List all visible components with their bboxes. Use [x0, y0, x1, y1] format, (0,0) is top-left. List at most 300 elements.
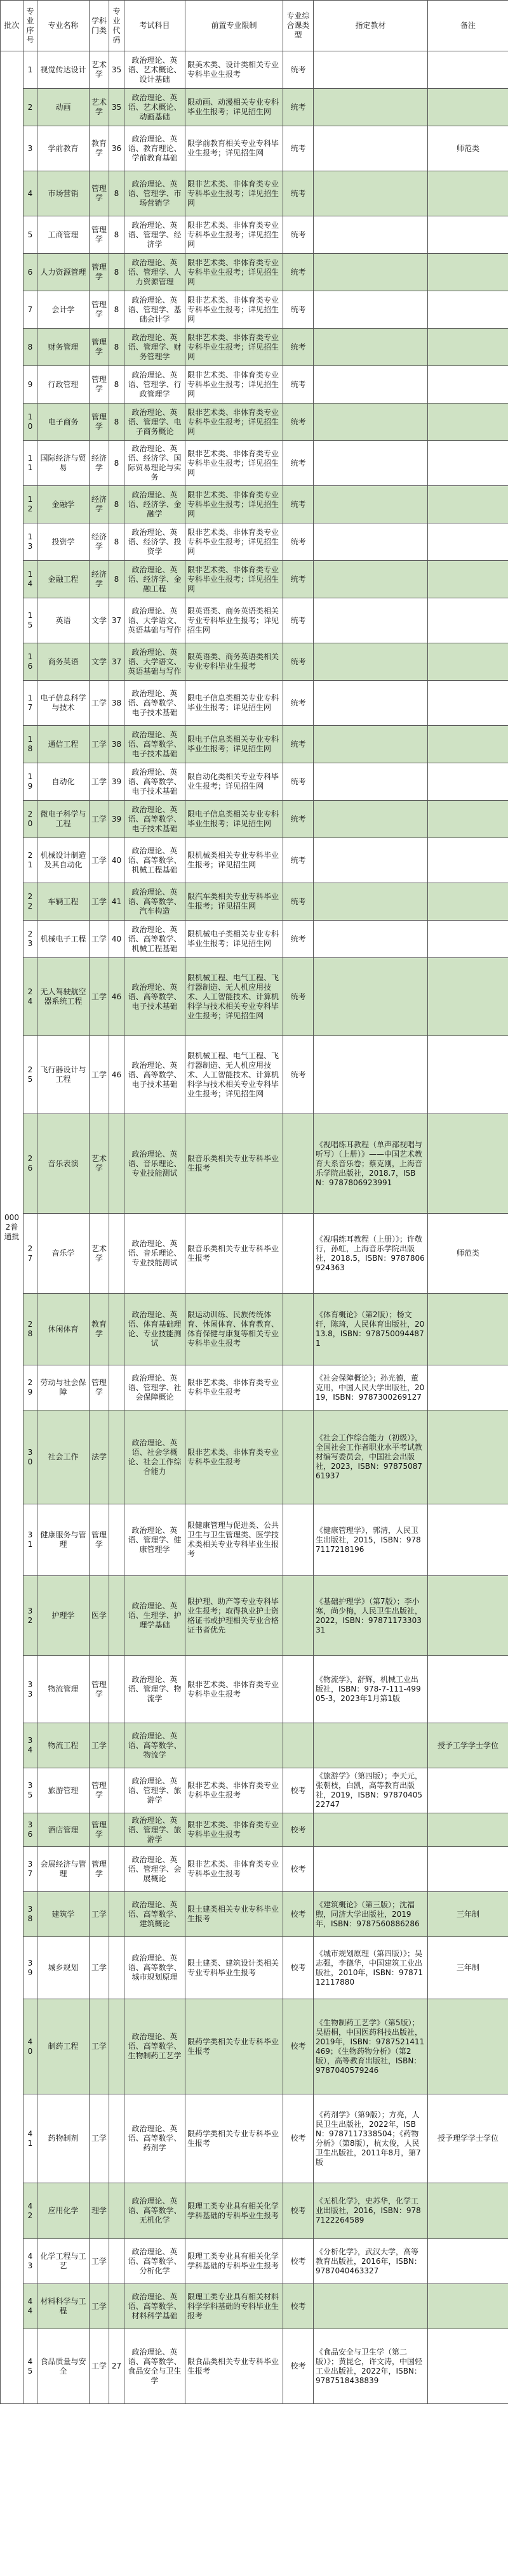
cell-prereq: 限土建类、建筑设计类相关专业专科毕业生报考: [185, 1937, 283, 1999]
cell-code: 8: [109, 486, 124, 523]
cell-note: [428, 1999, 508, 2094]
cell-category: 管理学: [90, 366, 109, 404]
table-row: [1, 2329, 508, 2404]
cell-seq: 40: [23, 1999, 37, 2094]
table-row: [1, 1576, 508, 1656]
cell-seq: 26: [23, 1114, 37, 1214]
cell-textbook: [314, 763, 428, 801]
cell-note: [428, 404, 508, 441]
table-row: [1, 801, 508, 838]
cell-name: 食品质量与安全: [37, 2329, 90, 2404]
cell-type: 统考: [283, 523, 314, 561]
cell-category: 教育学: [90, 126, 109, 171]
cell-code: [109, 1768, 124, 1813]
cell-code: 39: [109, 763, 124, 801]
cell-name: 劳动与社会保障: [37, 1365, 90, 1410]
cell-code: 35: [109, 51, 124, 89]
cell-prereq: 限理工类专业具有相关化学学科基础的专科毕业生报考: [185, 2239, 283, 2284]
cell-subjects: 政治理论、英语、管理学、财务管理学: [124, 329, 185, 366]
table-row: [1, 89, 508, 126]
cell-category: 管理学: [90, 291, 109, 329]
cell-subjects: 政治理论、英语、高等数学、无机化学: [124, 2183, 185, 2239]
cell-code: [109, 1410, 124, 1504]
cell-name: 应用化学: [37, 2183, 90, 2239]
cell-code: 8: [109, 366, 124, 404]
cell-textbook: 《基础护理学》（第7版）；李小寒，尚少梅，人民卫生出版社，2022，ISBN：9787117330331: [314, 1576, 428, 1656]
table-row: [1, 171, 508, 216]
cell-note: [428, 958, 508, 1036]
cell-name: 英语: [37, 598, 90, 643]
cell-name: 学前教育: [37, 126, 90, 171]
cell-name: 财务管理: [37, 329, 90, 366]
cell-prereq: 限学前教育相关专业专科毕业生报考；详见招生网: [185, 126, 283, 171]
cell-category: 工学: [90, 2329, 109, 2404]
cell-category: 艺术学: [90, 51, 109, 89]
cell-seq: 16: [23, 643, 37, 681]
cell-prereq: 限动画、动漫相关专业专科毕业生报考；详见招生网: [185, 89, 283, 126]
cell-subjects: 政治理论、英语、高等数学、建筑概论: [124, 1892, 185, 1937]
table-row: [1, 561, 508, 598]
cell-subjects: 政治理论、英语、高等数学、机械工程基础: [124, 838, 185, 883]
cell-note: [428, 681, 508, 726]
cell-subjects: 政治理论、英语、高等数学、电子技术基础: [124, 763, 185, 801]
cell-note: [428, 1294, 508, 1365]
cell-name: 物流工程: [37, 1723, 90, 1768]
cell-textbook: [314, 486, 428, 523]
cell-subjects: 政治理论、英语、高等数学、药剂学: [124, 2094, 185, 2183]
cell-code: [109, 2284, 124, 2329]
cell-category: 工学: [90, 2284, 109, 2329]
cell-name: 商务英语: [37, 643, 90, 681]
cell-code: 37: [109, 598, 124, 643]
cell-subjects: 政治理论、英语、管理学、会展概论: [124, 1847, 185, 1892]
cell-prereq: 限自动化类相关专业专科毕业生报考；详见招生网: [185, 763, 283, 801]
cell-subjects: 政治理论、英语、经济学、投资学: [124, 523, 185, 561]
table-row: [1, 726, 508, 763]
cell-note: [428, 561, 508, 598]
cell-seq: 28: [23, 1294, 37, 1365]
cell-subjects: 政治理论、英语、管理学、电子商务概论: [124, 404, 185, 441]
cell-code: 38: [109, 726, 124, 763]
table-row: [1, 1723, 508, 1768]
cell-seq: 39: [23, 1937, 37, 1999]
cell-seq: 42: [23, 2183, 37, 2239]
cell-textbook: [314, 643, 428, 681]
cell-textbook: [314, 291, 428, 329]
cell-code: [109, 1723, 124, 1768]
cell-category: 经济学: [90, 561, 109, 598]
cell-subjects: 政治理论、英语、高等数学、城市规划原理: [124, 1937, 185, 1999]
cell-note: [428, 89, 508, 126]
cell-code: 41: [109, 883, 124, 921]
cell-prereq: [185, 1723, 283, 1768]
cell-name: 通信工程: [37, 726, 90, 763]
cell-type: 校考: [283, 1937, 314, 1999]
table-row: [1, 523, 508, 561]
cell-prereq: 限非艺术类、非体育类专业专科毕业生报考；详见招生网: [185, 366, 283, 404]
cell-code: [109, 1892, 124, 1937]
table-row: [1, 763, 508, 801]
cell-code: 39: [109, 801, 124, 838]
cell-note: [428, 291, 508, 329]
cell-name: 会展经济与管理: [37, 1847, 90, 1892]
table-row: [1, 1365, 508, 1410]
header-batch: 批次: [1, 1, 23, 51]
cell-code: [109, 1214, 124, 1294]
cell-seq: 44: [23, 2284, 37, 2329]
cell-note: [428, 1847, 508, 1892]
cell-type: 统考: [283, 89, 314, 126]
cell-prereq: 限非艺术类、非体育类专业专科毕业生报考；详见招生网: [185, 486, 283, 523]
cell-note: [428, 598, 508, 643]
cell-name: 车辆工程: [37, 883, 90, 921]
cell-category: 法学: [90, 1410, 109, 1504]
cell-name: 人力资源管理: [37, 254, 90, 291]
cell-seq: 4: [23, 171, 37, 216]
cell-code: 37: [109, 643, 124, 681]
cell-type: 统考: [283, 329, 314, 366]
cell-textbook: 《物流学》，舒辉，机械工业出版社，ISBN：978-7-111-49905-3，2023年1月第1版: [314, 1656, 428, 1723]
cell-name: 电子商务: [37, 404, 90, 441]
cell-note: [428, 1813, 508, 1847]
cell-seq: 31: [23, 1504, 37, 1576]
cell-note: [428, 1114, 508, 1214]
table-row: [1, 1813, 508, 1847]
cell-textbook: 《旅游学》（第四版）；李天元，张朝枝，白凯，高等教育出版社，2019，ISBN：9787040522747: [314, 1768, 428, 1813]
cell-subjects: 政治理论、英语、大学语文、英语基础与写作: [124, 598, 185, 643]
cell-type: 统考: [283, 801, 314, 838]
cell-prereq: 限机械工程、电气工程、飞行器制造、无人机应用技术、人工智能技术、计算机科学与技术相关专业专科毕业生报考；详见招生网: [185, 958, 283, 1036]
cell-textbook: [314, 801, 428, 838]
cell-name: 机械设计制造及其自动化: [37, 838, 90, 883]
cell-textbook: [314, 598, 428, 643]
cell-subjects: 政治理论、英语、高等数学、汽车构造: [124, 883, 185, 921]
cell-subjects: 政治理论、英语、高等数学、电子技术基础: [124, 801, 185, 838]
cell-category: 工学: [90, 681, 109, 726]
cell-subjects: 政治理论、英语、高等数学、物流学: [124, 1723, 185, 1768]
cell-name: 自动化: [37, 763, 90, 801]
cell-prereq: 限美术类、设计类相关专业专科毕业生报考: [185, 51, 283, 89]
cell-type: 统考: [283, 921, 314, 958]
cell-type: 校考: [283, 1999, 314, 2094]
cell-seq: 14: [23, 561, 37, 598]
cell-type: 统考: [283, 126, 314, 171]
cell-seq: 29: [23, 1365, 37, 1410]
cell-name: 视觉传达设计: [37, 51, 90, 89]
table-row: [1, 366, 508, 404]
cell-type: 校考: [283, 2329, 314, 2404]
cell-code: 8: [109, 171, 124, 216]
cell-textbook: 《视唱练耳教程（单声部视唱与听写）（上册）》——中国艺术教育大系音乐卷；蔡克刚，上海音乐学院出版社，2018.7，ISBN：9787806923991: [314, 1114, 428, 1214]
table-row: [1, 643, 508, 681]
cell-code: 27: [109, 2329, 124, 2404]
cell-prereq: 限非艺术类、非体育类专业专科毕业生报考；详见招生网: [185, 523, 283, 561]
cell-type: [283, 1410, 314, 1504]
cell-note: [428, 1036, 508, 1114]
cell-textbook: 《食品安全与卫生学（第二版）》；黄昆仑，许文涛，中国轻工业出版社，2022年，ISBN：9787518438839: [314, 2329, 428, 2404]
cell-subjects: 政治理论、英语、管理学、社会保障概论: [124, 1365, 185, 1410]
table-row: [1, 1937, 508, 1999]
cell-seq: 19: [23, 763, 37, 801]
cell-textbook: 《社会保障概论》；孙光德，董克用，中国人民大学出版社，2019，ISBN：9787300269127: [314, 1365, 428, 1410]
cell-prereq: 限非艺术类、非体育类专业专科毕业生报考；详见招生网: [185, 216, 283, 254]
cell-type: 校考: [283, 1892, 314, 1937]
cell-prereq: 限机械类相关专业专科毕业生报考；详见招生网: [185, 838, 283, 883]
cell-textbook: 《生物制药工艺学》（第5版）；吴梧桐，中国医药科技出版社，2019年，ISBN：9787521411469；《生物药物分析》（第2版），高等教育出版社，ISBN：9787040579246: [314, 1999, 428, 2094]
cell-subjects: 政治理论、英语、经济学、金融学: [124, 486, 185, 523]
cell-note: [428, 726, 508, 763]
cell-textbook: [314, 561, 428, 598]
cell-category: 工学: [90, 883, 109, 921]
cell-note: [428, 1365, 508, 1410]
cell-prereq: 限音乐类相关专业专科毕业生报考: [185, 1114, 283, 1214]
cell-category: 经济学: [90, 441, 109, 486]
cell-prereq: 限理工类专业具有相关化学学科基础的专科毕业生报考: [185, 2183, 283, 2239]
cell-name: 化学工程与工艺: [37, 2239, 90, 2284]
table-row: [1, 1656, 508, 1723]
cell-code: 35: [109, 89, 124, 126]
cell-prereq: 限非艺术类、非体育类专业专科毕业生报考: [185, 1847, 283, 1892]
cell-type: 统考: [283, 838, 314, 883]
cell-seq: 5: [23, 216, 37, 254]
cell-subjects: 政治理论、英语、音乐理论、专业技能测试: [124, 1214, 185, 1294]
cell-type: [283, 1656, 314, 1723]
cell-category: 管理学: [90, 329, 109, 366]
cell-category: 工学: [90, 763, 109, 801]
cell-note: [428, 486, 508, 523]
cell-seq: 10: [23, 404, 37, 441]
cell-category: 管理学: [90, 171, 109, 216]
table-row: [1, 883, 508, 921]
table-body: [1, 51, 508, 2404]
table-row: [1, 1294, 508, 1365]
cell-name: 飞行器设计与工程: [37, 1036, 90, 1114]
cell-subjects: 政治理论、英语、教育理论、学前教育基础: [124, 126, 185, 171]
cell-prereq: 限非艺术类、非体育类专业专科毕业生报考: [185, 1768, 283, 1813]
cell-type: 校考: [283, 1847, 314, 1892]
cell-type: [283, 1576, 314, 1656]
cell-seq: 36: [23, 1813, 37, 1847]
cell-type: 统考: [283, 291, 314, 329]
cell-prereq: 限非艺术类、非体育类专业专科毕业生报考；详见招生网: [185, 254, 283, 291]
cell-note: 三年制: [428, 1892, 508, 1937]
table-row: [1, 681, 508, 726]
cell-note: [428, 254, 508, 291]
table-row: [1, 1847, 508, 1892]
cell-textbook: 《体育概论》（第2版）；杨文轩，陈琦，人民体育出版社，2013.8，ISBN：9787500944871: [314, 1294, 428, 1365]
cell-category: 艺术学: [90, 1114, 109, 1214]
cell-subjects: 政治理论、英语、高等数学、食品安全与卫生学: [124, 2329, 185, 2404]
cell-prereq: 限非艺术类、非体育类专业专科毕业生报考；详见招生网: [185, 329, 283, 366]
cell-subjects: 政治理论、英语、经济学、国际贸易理论与实务: [124, 441, 185, 486]
table-row: [1, 486, 508, 523]
cell-type: 校考: [283, 2239, 314, 2284]
header-textbook: 指定教材: [314, 1, 428, 51]
cell-name: 休闲体育: [37, 1294, 90, 1365]
cell-name: 护理学: [37, 1576, 90, 1656]
table-row: [1, 1768, 508, 1813]
cell-seq: 25: [23, 1036, 37, 1114]
cell-subjects: 政治理论、英语、管理学、旅游学: [124, 1768, 185, 1813]
cell-category: 艺术学: [90, 1214, 109, 1294]
cell-seq: 3: [23, 126, 37, 171]
cell-note: [428, 1656, 508, 1723]
cell-seq: 43: [23, 2239, 37, 2284]
cell-category: 工学: [90, 838, 109, 883]
cell-type: [283, 1294, 314, 1365]
cell-prereq: 限非艺术类、非体育类专业专科毕业生报考；详见招生网: [185, 561, 283, 598]
cell-prereq: 限非艺术类、非体育类专业专科毕业生报考；详见招生网: [185, 441, 283, 486]
cell-name: 市场营销: [37, 171, 90, 216]
table-row: [1, 2183, 508, 2239]
cell-note: [428, 2183, 508, 2239]
cell-subjects: 政治理论、英语、艺术概论、设计基础: [124, 51, 185, 89]
cell-note: [428, 838, 508, 883]
cell-note: [428, 329, 508, 366]
cell-type: 统考: [283, 883, 314, 921]
cell-textbook: 《健康管理学》，郭清，人民卫生出版社，2015，ISBN：9787117218196: [314, 1504, 428, 1576]
cell-category: 工学: [90, 801, 109, 838]
cell-type: 统考: [283, 763, 314, 801]
cell-note: [428, 2329, 508, 2404]
cell-seq: 18: [23, 726, 37, 763]
cell-name: 金融工程: [37, 561, 90, 598]
cell-name: 城乡规划: [37, 1937, 90, 1999]
cell-type: 统考: [283, 1036, 314, 1114]
cell-category: 工学: [90, 958, 109, 1036]
cell-note: [428, 801, 508, 838]
cell-code: [109, 1504, 124, 1576]
cell-prereq: 限汽车类相关专业专科毕业生报考；详见招生网: [185, 883, 283, 921]
cell-code: 8: [109, 291, 124, 329]
cell-prereq: 限药学类相关专业专科毕业生报考: [185, 2094, 283, 2183]
cell-seq: 12: [23, 486, 37, 523]
table-row: [1, 921, 508, 958]
cell-prereq: 限非艺术类、非体育类专业专科毕业生报考；详见招生网: [185, 404, 283, 441]
cell-category: 工学: [90, 1892, 109, 1937]
cell-seq: 9: [23, 366, 37, 404]
cell-type: 校考: [283, 2183, 314, 2239]
cell-note: [428, 2239, 508, 2284]
cell-textbook: [314, 1723, 428, 1768]
cell-subjects: 政治理论、英语、管理学、旅游学: [124, 1813, 185, 1847]
cell-seq: 22: [23, 883, 37, 921]
cell-name: 健康服务与管理: [37, 1504, 90, 1576]
table-row: [1, 404, 508, 441]
cell-code: [109, 1294, 124, 1365]
cell-code: 8: [109, 441, 124, 486]
cell-code: [109, 1847, 124, 1892]
cell-type: 统考: [283, 216, 314, 254]
cell-textbook: [314, 2284, 428, 2329]
table-row: [1, 441, 508, 486]
cell-category: 管理学: [90, 1504, 109, 1576]
cell-note: [428, 216, 508, 254]
cell-textbook: 《视唱练耳教程（上册）》；许敬行，孙虹，上海音乐学院出版社，2018.5，ISBN：9787806924363: [314, 1214, 428, 1294]
cell-category: 工学: [90, 2239, 109, 2284]
table-row: [1, 216, 508, 254]
table-row: [1, 1036, 508, 1114]
cell-textbook: [314, 404, 428, 441]
cell-textbook: [314, 216, 428, 254]
cell-category: 经济学: [90, 523, 109, 561]
cell-textbook: [314, 126, 428, 171]
cell-category: 艺术学: [90, 89, 109, 126]
cell-category: 教育学: [90, 1294, 109, 1365]
cell-code: 40: [109, 921, 124, 958]
cell-name: 投资学: [37, 523, 90, 561]
cell-name: 无人驾驶航空器系统工程: [37, 958, 90, 1036]
cell-subjects: 政治理论、英语、社会学概论、社会工作综合能力: [124, 1410, 185, 1504]
cell-textbook: [314, 681, 428, 726]
cell-note: 师范类: [428, 1214, 508, 1294]
cell-seq: 27: [23, 1214, 37, 1294]
cell-seq: 6: [23, 254, 37, 291]
cell-type: 统考: [283, 726, 314, 763]
cell-code: 46: [109, 1036, 124, 1114]
cell-category: 管理学: [90, 1768, 109, 1813]
cell-subjects: 政治理论、英语、管理学、物流学: [124, 1656, 185, 1723]
cell-category: 工学: [90, 1999, 109, 2094]
cell-subjects: 政治理论、英语、大学语文、英语基础与写作: [124, 643, 185, 681]
cell-note: [428, 883, 508, 921]
cell-name: 建筑学: [37, 1892, 90, 1937]
cell-type: 统考: [283, 366, 314, 404]
cell-subjects: 政治理论、英语、高等数学、电子技术基础: [124, 726, 185, 763]
cell-code: 8: [109, 404, 124, 441]
cell-note: [428, 523, 508, 561]
cell-textbook: [314, 523, 428, 561]
cell-name: 药物制剂: [37, 2094, 90, 2183]
cell-subjects: 政治理论、英语、高等数学、电子技术基础: [124, 958, 185, 1036]
cell-category: 管理学: [90, 216, 109, 254]
cell-subjects: 政治理论、英语、音乐理论、专业技能测试: [124, 1114, 185, 1214]
table-row: [1, 1114, 508, 1214]
cell-textbook: [314, 958, 428, 1036]
cell-prereq: 限非艺术类、非体育类专业专科毕业生报考；详见招生网: [185, 291, 283, 329]
cell-seq: 21: [23, 838, 37, 883]
cell-prereq: 限非艺术类、非体育类专业专科毕业生报考: [185, 1365, 283, 1410]
cell-seq: 30: [23, 1410, 37, 1504]
table-row: [1, 126, 508, 171]
cell-seq: 13: [23, 523, 37, 561]
cell-prereq: 限食品类相关专业专科毕业生报考: [185, 2329, 283, 2404]
cell-textbook: [314, 89, 428, 126]
cell-textbook: [314, 921, 428, 958]
cell-note: [428, 366, 508, 404]
cell-category: 管理学: [90, 404, 109, 441]
cell-seq: 23: [23, 921, 37, 958]
cell-seq: 33: [23, 1656, 37, 1723]
cell-category: 管理学: [90, 1813, 109, 1847]
cell-note: 授予理学学士学位: [428, 2094, 508, 2183]
cell-category: 管理学: [90, 1365, 109, 1410]
cell-subjects: 政治理论、英语、管理学、基础会计学: [124, 291, 185, 329]
cell-textbook: 《社会工作综合能力（初级）》，全国社会工作者职业水平考试教材编写委员会，中国社会出版社，2023，ISBN：9787508761937: [314, 1410, 428, 1504]
cell-code: 8: [109, 329, 124, 366]
cell-prereq: 限护理、助产等专业专科毕业生报考；取得执业护士资格证书或护理相关专业合格证书者优先: [185, 1576, 283, 1656]
cell-seq: 15: [23, 598, 37, 643]
table-row: [1, 254, 508, 291]
cell-note: 师范类: [428, 126, 508, 171]
cell-code: [109, 1656, 124, 1723]
cell-name: 微电子科学与工程: [37, 801, 90, 838]
cell-type: [283, 1114, 314, 1214]
header-code: 专业代码: [109, 1, 124, 51]
cell-code: [109, 2239, 124, 2284]
cell-code: [109, 1114, 124, 1214]
cell-textbook: [314, 1847, 428, 1892]
